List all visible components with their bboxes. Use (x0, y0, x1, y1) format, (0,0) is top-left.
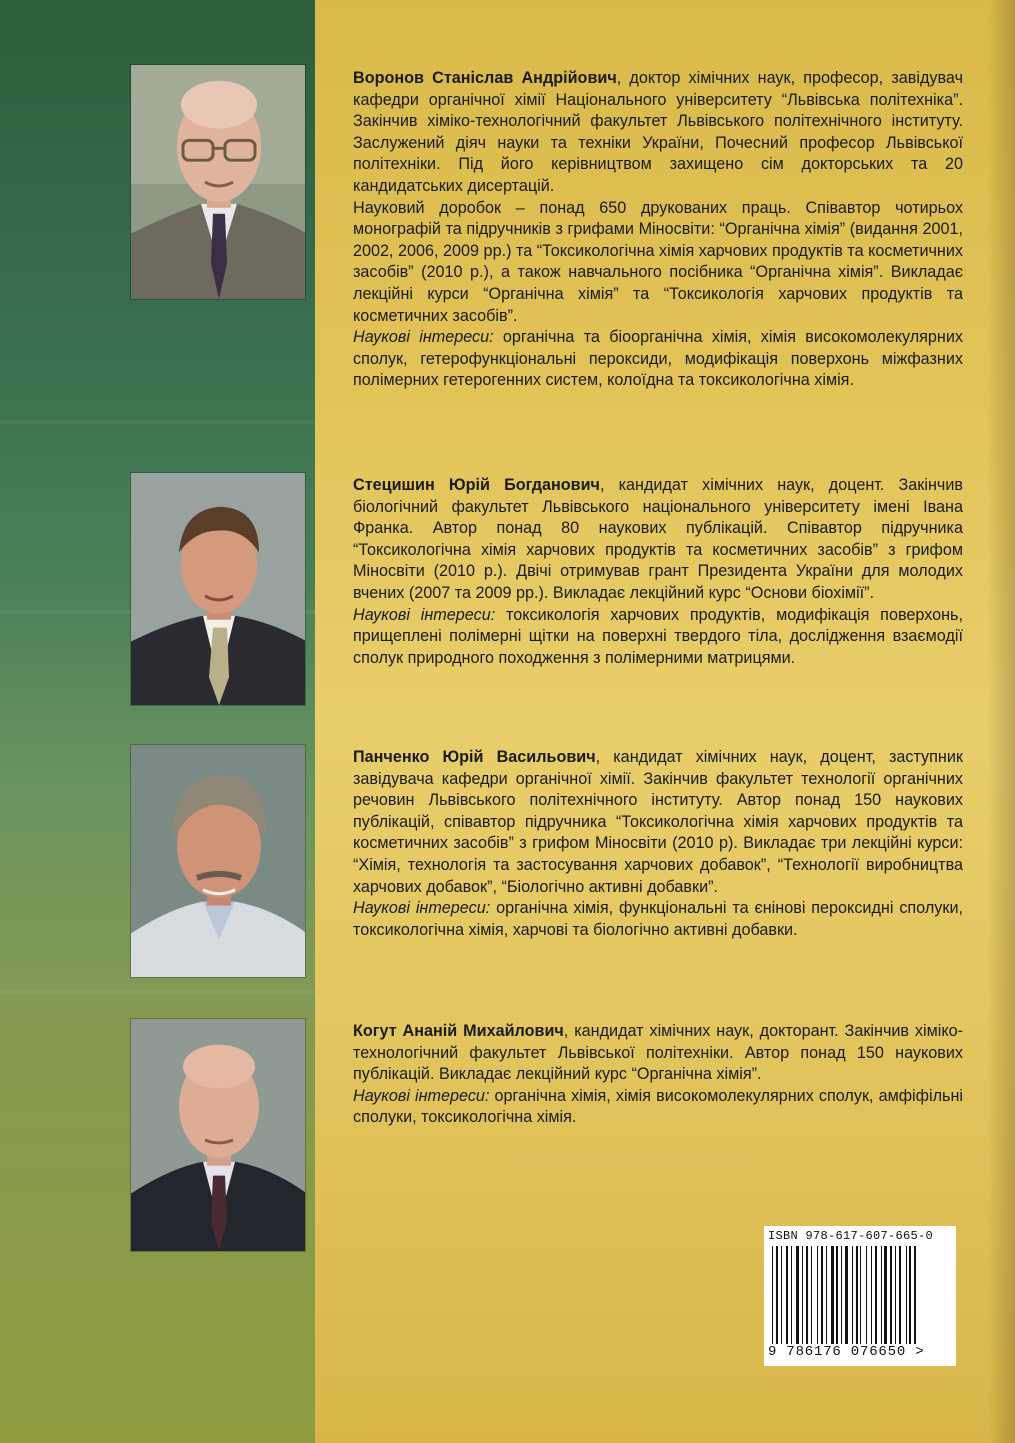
bio-extra-paragraph: Науковий доробок – понад 650 друкованих праць. Співавтор чотирьох монографій та підручників з грифами Міносвіти: “Органічна хімія” (видання 2001, 2002, 2006, 2009 рр.) та “Токсикологічна хімія харчових продуктів та косметичних засобів” (2010 р.), а також навчального посібника “Органічна хімія”. Викладає лекційні курси “Органічна хімія” та “Токсикологія харчових продуктів та косметичних засобів”. (353, 198, 963, 325)
barcode-bar (841, 1246, 842, 1344)
author-bio-2 (353, 475, 963, 669)
barcode-bar (845, 1246, 848, 1344)
bio-intro: , кандидат хімічних наук, доцент, заступник завідувача кафедри органічної хімії. Закінчив факультет технології органічних речовин Львівського політехнічного інституту. Автор понад 150 наукових публікацій, співавтор підручника “Токсикологічна хімія харчових продуктів та косметичних засобів” з грифом Міносвіти (2010 р). Викладає три лекційні курси: “Хімія, технологія та застосування харчових добавок”, “Технології виробництва харчових добавок”, “Біологічно активні добавки”. (353, 748, 963, 896)
barcode-bar (856, 1246, 858, 1344)
barcode-bar (909, 1246, 911, 1344)
bio-intro: , кандидат хімічних наук, докторант. Закінчив хіміко-технологічний факультет Львівської політехніки. Автор понад 150 наукових публікацій. Викладає лекційний курс “Органічна хімія”. (353, 1022, 963, 1084)
author-bio-1 (353, 68, 963, 392)
author-name: Стецишин Юрій Богданович (353, 476, 600, 494)
author-photo-panchenko (130, 744, 306, 978)
bio-interests (353, 605, 963, 670)
barcode-bar (860, 1246, 861, 1344)
bio-interests (353, 1086, 963, 1129)
barcode-bar (831, 1246, 834, 1344)
interests-text: органічна хімія, хімія високомолекулярних сполук, амфіфільні сполуки, токсикологічна хімія. (353, 1086, 963, 1127)
barcode-bar (881, 1246, 882, 1344)
barcode-bar (836, 1246, 838, 1344)
barcode-bar (895, 1246, 896, 1344)
isbn-digits: 9 786176 076650 > (768, 1344, 925, 1360)
barcode-bar (786, 1246, 788, 1344)
interests-text: токсикологія харчових продуктів, модифікація поверхонь, прищеплені полімерні щітки на поверхні твердого тіла, дослідження взаємодії сполук природного походження з полімерними матрицями. (353, 605, 963, 667)
bio-interests (353, 898, 963, 941)
author-name: Когут Ананій Михайлович (353, 1022, 564, 1040)
interests-label: Наукові інтереси: (353, 1086, 490, 1105)
barcode (772, 1246, 948, 1344)
author-photo-voronov (130, 64, 306, 300)
bio-main-paragraph (353, 747, 963, 898)
bio-main-paragraph (353, 1021, 963, 1086)
author-photo-kohut (130, 1018, 306, 1252)
barcode-bar (890, 1246, 892, 1344)
barcode-bar (772, 1246, 773, 1344)
isbn-label: ISBN 978-617-607-665-0 (768, 1229, 934, 1243)
barcode-bar (791, 1246, 792, 1344)
author-bio-3 (353, 747, 963, 941)
barcode-bar (826, 1246, 827, 1344)
author-name: Воронов Станіслав Андрійович (353, 69, 617, 87)
barcode-bar (796, 1246, 799, 1344)
interests-text: органічна хімія, функціональні та єнінові пероксидні сполуки, токсикологічна хімія, харчові та біологічно активні добавки. (353, 899, 963, 939)
author-bio-4 (353, 1021, 963, 1129)
author-name: Панченко Юрій Васильович (353, 748, 596, 766)
bio-intro: , доктор хімічних наук, професор, завідувач кафедри органічної хімії Національного університету “Львівська політехніка”. Закінчив хіміко-технологічний факультет Львівського політехнічного інституту. Заслужений діяч науки та техніки України, Почесний професор Львівської політехніки. Під його керівництвом захищено сім докторських та 20 кандидатських дисертацій. (353, 69, 963, 195)
barcode-bar (781, 1246, 782, 1344)
barcode-bar (776, 1246, 778, 1344)
barcode-bar (871, 1246, 872, 1344)
barcode-bar (821, 1246, 823, 1344)
barcode-bar (914, 1246, 916, 1344)
barcode-bar (852, 1246, 853, 1344)
barcode-bar (806, 1246, 808, 1344)
barcode-bar (802, 1246, 803, 1344)
interests-label: Наукові інтереси: (353, 605, 496, 624)
barcode-bar (899, 1246, 901, 1344)
interests-label: Наукові інтереси: (353, 328, 494, 347)
barcode-bar (866, 1246, 867, 1344)
bio-intro: , кандидат хімічних наук, доцент. Закінчив біологічний факультет Львівського національного університету імені Івана Франка. Автор понад 80 наукових публікацій. Співавтор підручника “Токсикологічна хімія харчових продуктів та косметичних засобів” з грифом Міносвіти (2010 р.). Двічі отримував грант Президента України для молодих вчених (2007 та 2009 рр.). Викладає лекційний курс “Основи біохімії”. (353, 476, 963, 602)
bio-interests (353, 327, 963, 392)
interests-text: органічна та біоорганічна хімія, хімія високомолекулярних сполук, гетерофункціональні пероксиди, модифікація поверхонь міжфазних полімерних гетерогенних систем, колоїдна та токсикологічна хімія. (353, 328, 963, 390)
barcode-bar (884, 1246, 887, 1344)
bio-main-paragraph (353, 475, 963, 605)
barcode-bar (811, 1246, 812, 1344)
barcode-bar (817, 1246, 818, 1344)
author-photo-stetsyshyn (130, 472, 306, 706)
isbn-block (764, 1226, 956, 1366)
interests-label: Наукові інтереси: (353, 899, 491, 918)
bio-main-paragraph (353, 68, 963, 198)
barcode-bar (906, 1246, 907, 1344)
barcode-bar (875, 1246, 877, 1344)
